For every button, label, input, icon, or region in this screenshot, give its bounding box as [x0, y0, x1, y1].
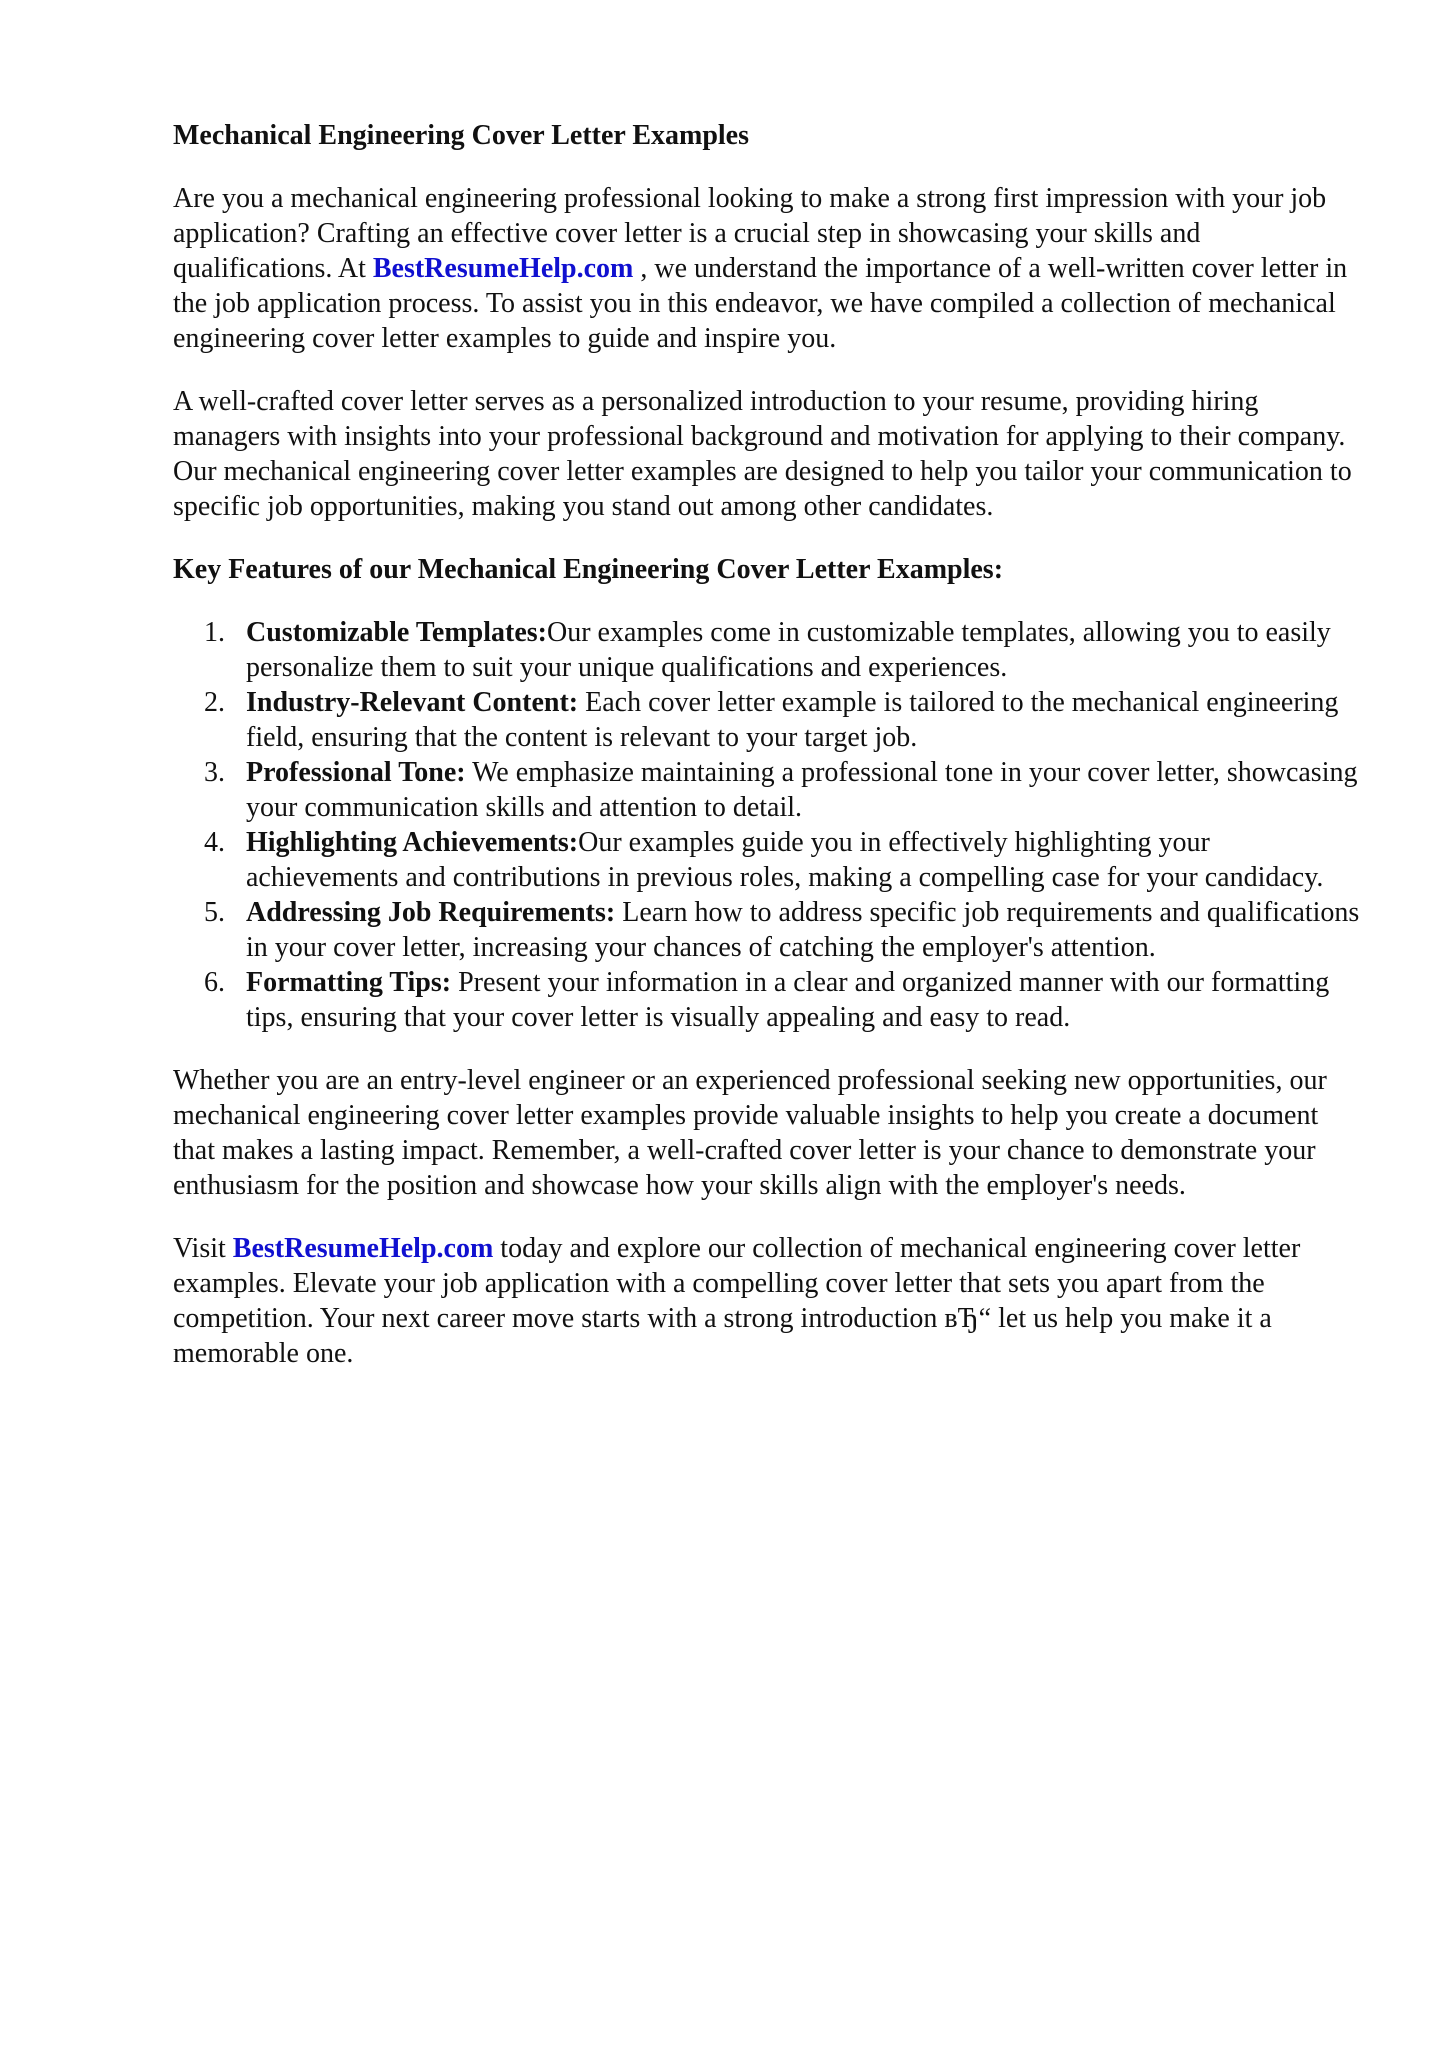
- paragraph-2: A well-crafted cover letter serves as a personalized introduction to your resume, providing hiring managers with insights into your professional background and motivation for applying to their company. Our mechanical engineering cover letter examples are designed to help you tailor your communication to specific job opportunities, making you stand out among other candidates.: [173, 386, 1352, 522]
- paragraph-4: Whether you are an entry-level engineer or an experienced professional seeking new opportunities, our mechanical engineering cover letter examples provide valuable insights to help you create a document that makes a lasting impact. Remember, a well-crafted cover letter is your chance to demonstrate your enthusiasm for the position and showcase how your skills align with the employer's needs.: [173, 1065, 1327, 1201]
- text: today and explore our collection of mechanical engineering cover letter examples. Elevate your job application with a compelling cover letter that sets you apart from the competition. Your next career move starts with a strong introduction вЂ“ let us help you make it a memorable one.: [173, 1233, 1301, 1369]
- item-number: 3.: [204, 757, 225, 788]
- document: [173, 118, 1365, 1371]
- item-text: Each cover letter example is tailored to the mechanical engineering field, ensuring that the content is relevant to your target job.: [246, 687, 1339, 753]
- item-title: Highlighting Achievements:: [246, 827, 579, 858]
- item-number: 5.: [204, 897, 225, 928]
- item-title: Customizable Templates:: [246, 617, 547, 648]
- list-item: [173, 615, 1365, 685]
- item-number: 1.: [204, 617, 225, 648]
- item-number: 6.: [204, 967, 225, 998]
- list-item: [173, 965, 1365, 1035]
- item-title: Addressing Job Requirements:: [246, 897, 616, 928]
- item-number: 4.: [204, 827, 225, 858]
- text: , we understand the importance of a well-written cover letter in the job application process. To assist you in this endeavor, we have compiled a collection of mechanical engineering cover letter examples to guide and inspire you.: [173, 253, 1348, 354]
- item-text: Our examples come in customizable templates, allowing you to easily personalize them to suit your unique qualifications and experiences.: [246, 617, 1331, 683]
- bestresumehelp-link[interactable]: BestResumeHelp.com: [232, 1233, 494, 1264]
- features-heading: Key Features of our Mechanical Engineering Cover Letter Examples:: [173, 554, 1004, 585]
- text: Visit: [173, 1233, 233, 1264]
- intro-paragraph: [173, 181, 1365, 356]
- item-title: Formatting Tips:: [246, 967, 452, 998]
- item-title: Industry-Relevant Content:: [246, 687, 579, 718]
- list-item: [173, 825, 1365, 895]
- page-title: Mechanical Engineering Cover Letter Examples: [173, 120, 749, 151]
- item-title: Professional Tone:: [246, 757, 466, 788]
- list-item: [173, 685, 1365, 755]
- item-text: Our examples guide you in effectively highlighting your achievements and contributions in previous roles, making a compelling case for your candidacy.: [246, 827, 1324, 893]
- item-text: Learn how to address specific job requirements and qualifications in your cover letter, increasing your chances of catching the employer's attention.: [246, 897, 1360, 963]
- closing-paragraph: [173, 1231, 1365, 1371]
- list-item: [173, 755, 1365, 825]
- list-item: [173, 895, 1365, 965]
- text: Are you a mechanical engineering professional looking to make a strong first impression with your job application? Crafting an effective cover letter is a crucial step in showcasing your skills and qualifications. At: [173, 183, 1327, 284]
- item-text: We emphasize maintaining a professional tone in your cover letter, showcasing your communication skills and attention to detail.: [246, 757, 1358, 823]
- item-number: 2.: [204, 687, 225, 718]
- bestresumehelp-link[interactable]: BestResumeHelp.com: [372, 253, 634, 284]
- item-text: Present your information in a clear and organized manner with our formatting tips, ensuring that your cover letter is visually appealing and easy to read.: [246, 967, 1330, 1033]
- features-list: [173, 615, 1365, 1035]
